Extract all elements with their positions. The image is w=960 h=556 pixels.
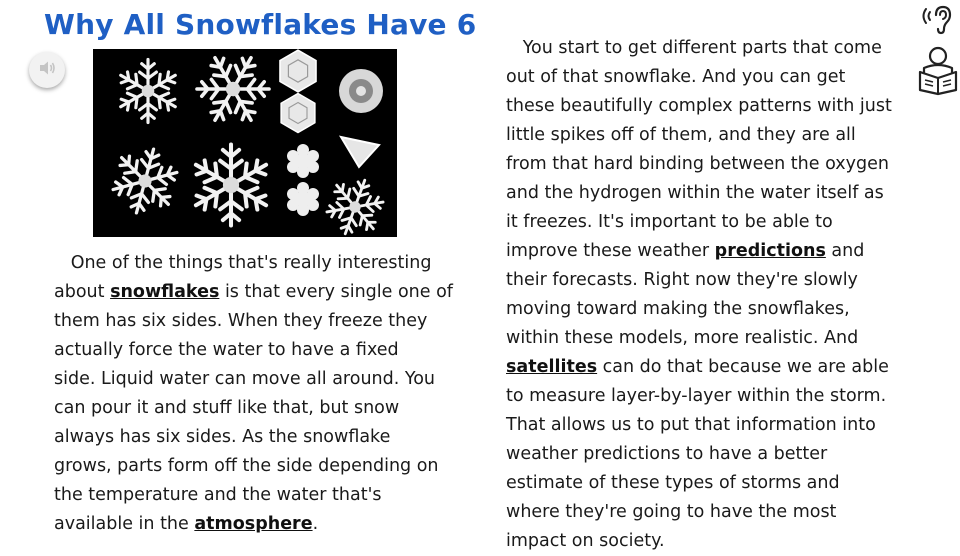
paragraph-left — [54, 249, 466, 539]
text-line: moving toward making the snowflakes, — [506, 299, 850, 319]
text-line: side. Liquid water can move all around. You — [54, 369, 436, 389]
person-reading-icon — [915, 46, 960, 100]
text-segment: and — [825, 241, 865, 261]
audio-button[interactable] — [29, 52, 65, 88]
page-title: Why All Snowflakes Have 6 — [44, 8, 477, 41]
text-line: within these models, more realistic. And — [506, 328, 859, 348]
text-line: One of the things that's really interesting — [54, 253, 432, 273]
text-line: That allows us to put that information into — [506, 415, 876, 435]
text-line — [54, 278, 466, 307]
text-line: to measure layer-by-layer within the storm. — [506, 386, 887, 406]
text-line: actually force the water to have a fixed — [54, 340, 399, 360]
vocab-link-satellites[interactable]: satellites — [506, 357, 598, 377]
text-line: can pour it and stuff like that, but snow — [54, 398, 400, 418]
vocab-link-snowflakes[interactable]: snowflakes — [110, 282, 220, 302]
text-segment: can do that because we are able — [597, 357, 889, 377]
text-line: from that hard binding between the oxygen — [506, 154, 889, 174]
text-segment: about — [54, 282, 111, 302]
listen-button[interactable] — [918, 2, 958, 42]
text-line: out of that snowflake. And you can get — [506, 67, 846, 87]
text-line: it freezes. It's important to be able to — [506, 212, 833, 232]
text-line — [54, 510, 466, 539]
paragraph-right — [506, 34, 906, 556]
text-line: You start to get different parts that come — [506, 38, 882, 58]
text-line: impact on society. — [506, 531, 665, 551]
reader-button[interactable] — [914, 48, 960, 98]
text-segment: . — [312, 514, 319, 534]
text-line: these beautifully complex patterns with just — [506, 96, 892, 116]
text-line: their forecasts. Right now they're slowly — [506, 270, 858, 290]
text-segment: is that every single one of — [219, 282, 453, 302]
snowflakes-image — [93, 49, 397, 237]
text-line: weather predictions to have a better — [506, 444, 828, 464]
text-segment: improve these weather — [506, 241, 715, 261]
text-segment: available in the — [54, 514, 195, 534]
text-line: where they're going to have the most — [506, 502, 837, 522]
text-line: the temperature and the water that's — [54, 485, 382, 505]
speaker-icon — [38, 60, 56, 80]
text-line: little spikes off of them, and they are all — [506, 125, 856, 145]
ear-listening-icon — [919, 1, 957, 43]
text-line: estimate of these types of storms and — [506, 473, 840, 493]
text-line: always has six sides. As the snowflake — [54, 427, 391, 447]
text-line: them has six sides. When they freeze they — [54, 311, 428, 331]
text-line — [506, 353, 906, 382]
text-line — [506, 237, 906, 266]
text-line: grows, parts form off the side depending on — [54, 456, 439, 476]
vocab-link-predictions[interactable]: predictions — [714, 241, 826, 261]
text-line: and the hydrogen within the water itself as — [506, 183, 884, 203]
vocab-link-atmosphere[interactable]: atmosphere — [194, 514, 313, 534]
